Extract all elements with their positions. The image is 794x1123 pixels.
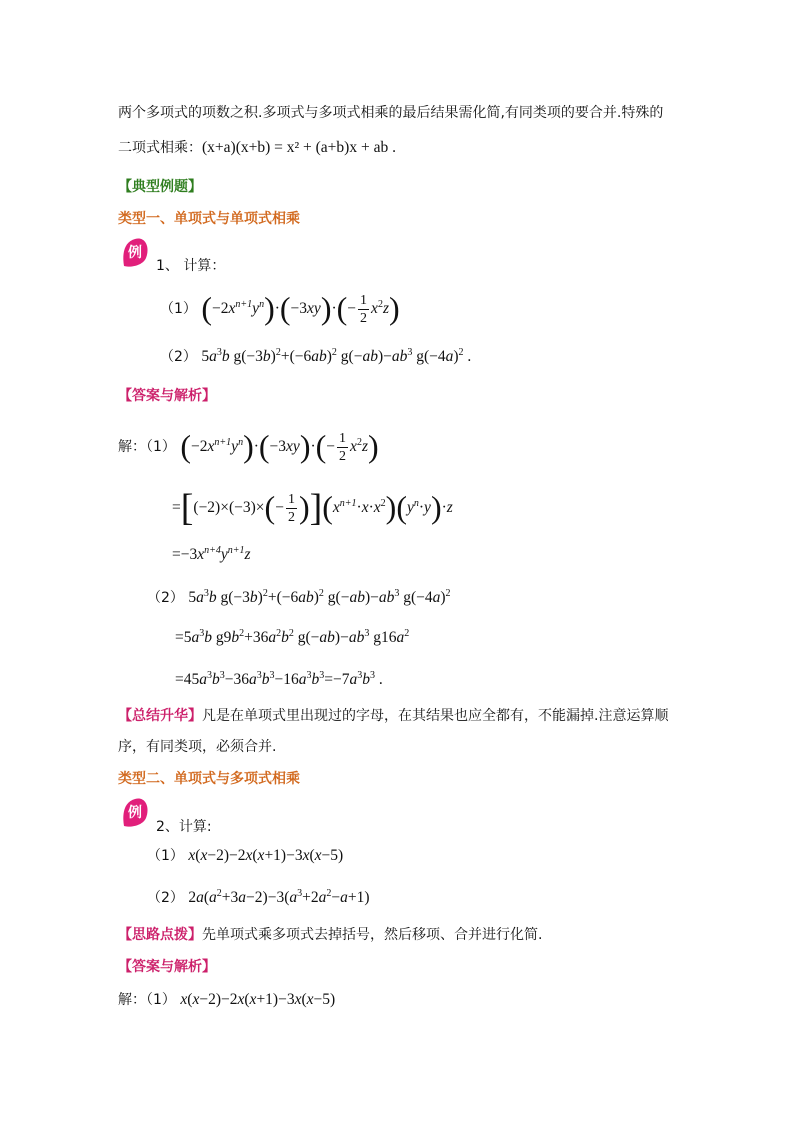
binomial-formula: (x+a)(x+b) = x² + (a+b)x + ab . [202, 139, 396, 156]
example2-item1-label: （1） [147, 848, 184, 864]
intro-line-2 [118, 138, 396, 158]
example-badge-label: 例 [128, 245, 142, 261]
answer2-heading: 【答案与解析】 [118, 959, 216, 975]
type2-heading: 类型二、单项式与多项式相乘 [118, 771, 300, 787]
solution1-part1-expr: $(-2x^{n+1}y^n)\cdot(-3xy)\cdot(-$ $\frac{1}{2}$ $x^2z$) [180, 428, 379, 465]
solution1-part1 [118, 428, 379, 465]
example1-item1-expr: $(-2x^{n+1}y^n)\cdot(-3xy)\cdot(-$ $\frac{1}{2}$ $x^2z$) [201, 290, 400, 327]
example2-item2-expr: $2a(a^2+3a-2)-3(a^3+2a^2-a+1)$ [188, 888, 370, 906]
example2-item2 [147, 888, 370, 908]
example2-item1-expr: x(x−2)−2x(x+1)−3x(x−5) [188, 847, 344, 864]
solution1-step2: $=-3x^{n+4}y^{n+1}z$ [172, 545, 251, 563]
example1-item2-expr: $5a^3b$ $g(-3b)^2+(-6ab)^2$ $g(-ab)-ab^3$ $g(-4a)^2$ . [201, 347, 472, 365]
summary-label: 【总结升华】 [118, 708, 202, 724]
example1-item1-label: （1） [160, 301, 197, 318]
example2-number: 2、计算: [156, 819, 212, 835]
solution2-part1 [118, 990, 335, 1010]
solution1-step1: =[(−2)×(−3)×(− $\frac{1}{2}$ )]$(x^{n+1}\cdot x\cdot x^2)(y^n\cdot y)\cdot z$ [172, 487, 453, 530]
intro-line-2-prefix: 二项式相乘： [118, 140, 202, 156]
summary-line-1 [118, 706, 668, 726]
type1-heading: 类型一、单项式与单项式相乘 [118, 211, 300, 227]
hint-label: 【思路点拨】 [118, 927, 202, 943]
solution1-part2 [147, 588, 451, 608]
summary-text-1: 凡是在单项式里出现过的字母，在其结果也应全都有，不能漏掉.注意运算顺 [202, 708, 669, 724]
example-badge-icon [120, 796, 150, 828]
solution1-part2-label: （2） [147, 590, 184, 606]
hint-line [118, 925, 542, 945]
solution1-prefix: 解： [118, 439, 146, 456]
example1-item1 [160, 290, 400, 327]
solution1-part1-label: （1） [146, 439, 176, 456]
example2-item2-label: （2） [147, 890, 184, 906]
solution1-step4: $=45a^3b^3-36a^3b^3-16a^3b^3=-7a^3b^3$ . [175, 670, 383, 688]
example1-item2-label: （2） [160, 349, 197, 365]
example1-number: 1、 计算： [156, 258, 226, 274]
solution1-part2-expr: $5a^3b$ $g(-3b)^2+(-6ab)^2$ $g(-ab)-ab^3$ $g(-4a)^2$ [188, 588, 451, 606]
example2-item1 [147, 846, 343, 866]
example-badge-icon [120, 236, 150, 268]
typical-examples-heading: 【典型例题】 [118, 179, 202, 195]
solution2-step1-expr: x(x−2)−2x(x+1)−3x(x−5) [180, 991, 336, 1008]
example1-item2 [160, 347, 471, 367]
solution2-prefix: 解： [118, 992, 146, 1008]
example-badge-label: 例 [128, 805, 142, 821]
summary-line-2: 序，有同类项，必须合并. [118, 739, 277, 755]
hint-text: 先单项式乘多项式去掉括号，然后移项、合并进行化简. [202, 927, 543, 943]
intro-line-1: 两个多项式的项数之积.多项式与多项式相乘的最后结果需化简,有同类项的要合并.特殊的 [118, 105, 664, 121]
solution1-step3: $=5a^3b$ $g9b^2+36a^2b^2$ $g(-ab)-ab^3$ $g16a^2$ [175, 628, 410, 646]
solution2-part1-label: （1） [146, 992, 176, 1008]
answer1-heading: 【答案与解析】 [118, 388, 216, 404]
